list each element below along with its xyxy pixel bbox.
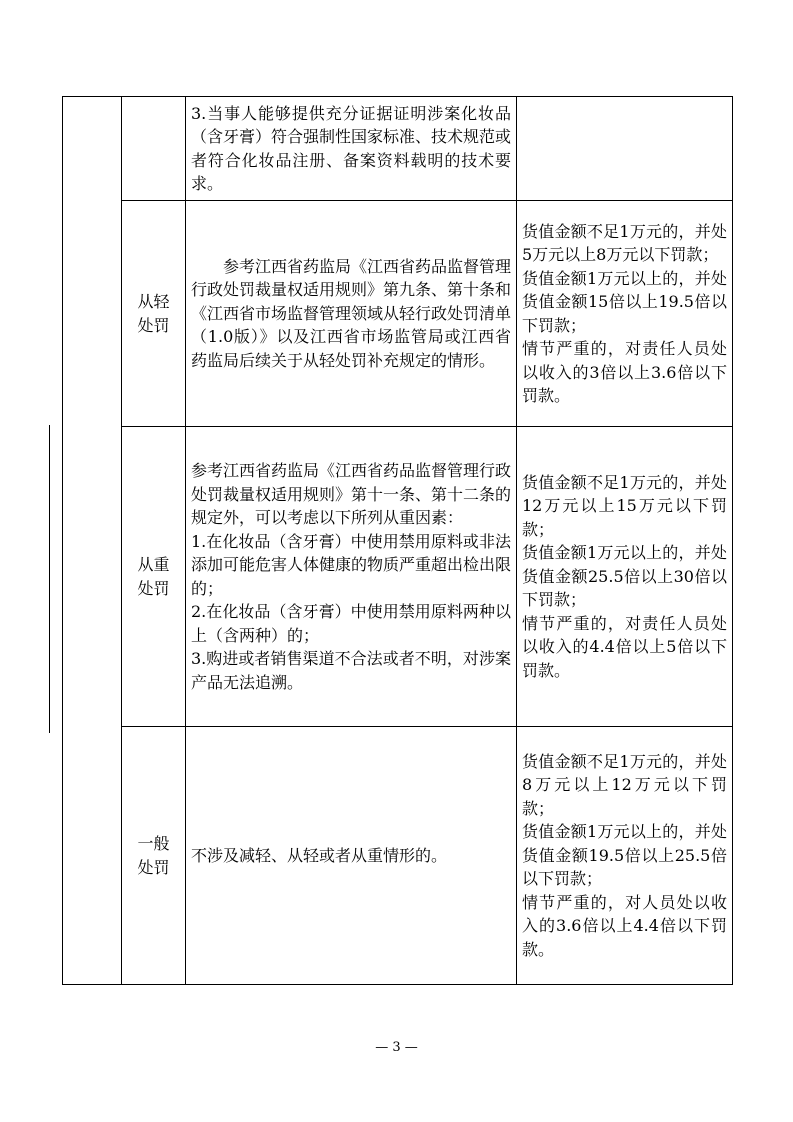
penalty-table [62, 96, 733, 985]
condition-cell [186, 727, 517, 985]
penalty-text: 货值金额不足1万元的，并处12万元以上15万元以下罚款； [522, 472, 727, 539]
condition-cell [186, 97, 517, 201]
category-cell [122, 727, 186, 985]
penalty-text: 情节严重的，对责任人员处以收入的4.4倍以上5倍以下罚款。 [522, 613, 727, 680]
condition-text: 1.在化妆品（含牙膏）中使用禁用原料或非法添加可能危害人体健康的物质严重超出检出限的； [191, 531, 512, 598]
binding-margin-line [49, 425, 50, 733]
penalty-cell [517, 201, 733, 427]
category-label: 从重处罚 [137, 554, 170, 598]
condition-cell [186, 201, 517, 427]
table-row [63, 201, 733, 427]
condition-text: 3.当事人能够提供充分证据证明涉案化妆品（含牙膏）符合强制性国家标准、技术规范或者符合化妆品注册、备案资料载明的技术要求。 [191, 103, 512, 193]
penalty-cell [517, 97, 733, 201]
penalty-text: 情节严重的，对责任人员处以收入的3倍以上3.6倍以下罚款。 [522, 339, 727, 405]
category-label: 一般处罚 [137, 833, 170, 877]
category-cell [122, 427, 186, 727]
category-cell [122, 97, 186, 201]
penalty-text: 货值金额不足1万元的，并处5万元以上8万元以下罚款； [522, 221, 727, 264]
table-row [63, 727, 733, 985]
condition-text: 3.购进或者销售渠道不合法或者不明，对涉案产品无法追溯。 [191, 649, 511, 692]
penalty-text: 货值金额1万元以上的，并处货值金额25.5倍以上30倍以下罚款； [522, 543, 727, 610]
category-label: 从轻处罚 [137, 291, 170, 335]
table-row [63, 427, 733, 727]
table-row [63, 97, 733, 201]
penalty-cell [517, 727, 733, 985]
category-cell [122, 201, 186, 427]
penalty-text: 货值金额不足1万元的，并处8万元以上12万元以下罚款； [522, 751, 727, 818]
condition-text: 不涉及减轻、从轻或者从重情形的。 [191, 845, 448, 865]
page-number: — 3 — [375, 1040, 418, 1055]
condition-text: 2.在化妆品（含牙膏）中使用禁用原料两种以上（含两种）的； [191, 602, 511, 645]
condition-text: 参考江西省药监局《江西省药品监督管理行政处罚裁量权适用规则》第九条、第十条和《江西省市场监督管理领域从轻行政处罚清单（1.0版）》以及江西省市场监管局或江西省药监局后续关于从轻处罚补充规定的情形。 [191, 256, 512, 370]
condition-text: 参考江西省药监局《江西省药品监督管理行政处罚裁量权适用规则》第十一条、第十二条的规定外，可以考虑以下所列从重因素： [191, 461, 512, 527]
penalty-text: 货值金额1万元以上的，并处货值金额15倍以上19.5倍以下罚款； [522, 268, 727, 335]
condition-cell [186, 427, 517, 727]
penalty-text: 情节严重的，对人员处以收入的3.6倍以上4.4倍以下罚款。 [522, 892, 727, 959]
penalty-text: 货值金额1万元以上的，并处货值金额19.5倍以上25.5倍以下罚款； [522, 822, 727, 889]
merged-left-column [63, 97, 122, 985]
penalty-cell [517, 427, 733, 727]
